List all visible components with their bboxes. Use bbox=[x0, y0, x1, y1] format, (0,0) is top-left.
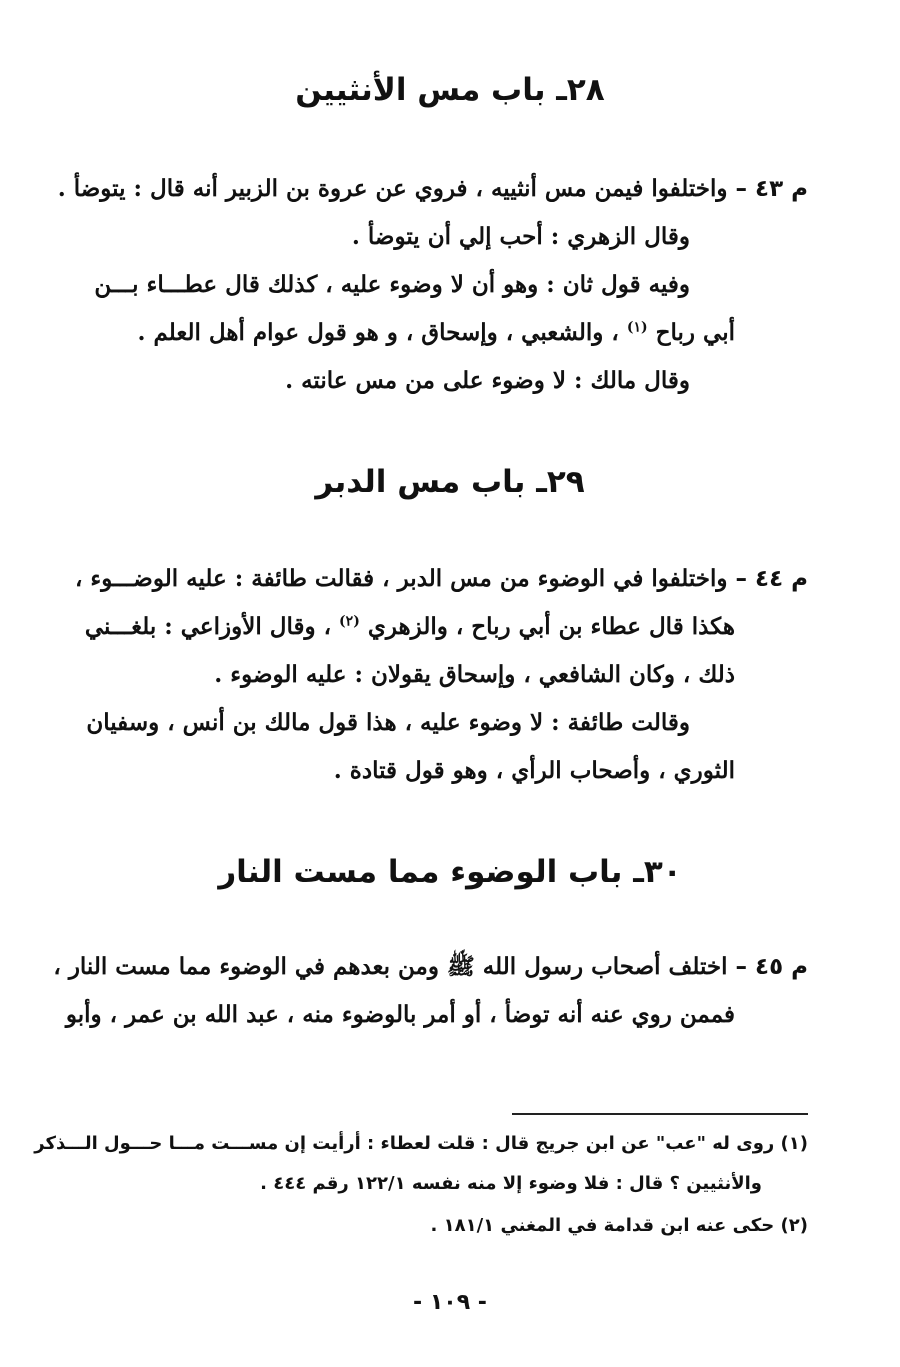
paragraph-44-text-2b: ، وقال الأوزاعي : بلغـــني bbox=[84, 613, 332, 640]
footnote-1-line-1 bbox=[34, 1130, 808, 1158]
footnote-ref-1: (١) bbox=[626, 319, 648, 336]
paragraph-44-line-4: وقالت طائفة : لا وضوء عليه ، هذا قول مالك بن أنس ، وسفيان bbox=[86, 709, 690, 736]
chapter-heading-29: ٢٩ـ باب مس الدبر bbox=[315, 464, 585, 500]
paragraph-43-line-3: وفيه قول ثان : وهو أن لا وضوء عليه ، كذلك قال عطـــاء بـــن bbox=[94, 271, 690, 298]
paragraph-44-text-1: واختلفوا في الوضوء من مس الدبر ، فقالت طائفة : عليه الوضـــوء ، bbox=[74, 565, 728, 592]
chapter-heading-30: ٣٠ـ باب الوضوء مما مست النار bbox=[218, 854, 682, 890]
footnote-2 bbox=[431, 1212, 808, 1240]
paragraph-44-text-2a: هكذا قال عطاء بن أبي رباح ، والزهري bbox=[367, 613, 735, 640]
paragraph-45-line-2: فممن روي عنه أنه توضأ ، أو أمر بالوضوء منه ، عبد الله بن عمر ، وأبو bbox=[65, 1001, 735, 1028]
issue-number-44: م ٤٤ – bbox=[735, 566, 808, 592]
paragraph-43-text-1: واختلفوا فيمن مس أنثييه ، فروي عن عروة بن الزبير أنه قال : يتوضأ . bbox=[57, 175, 728, 202]
issue-number-45: م ٤٥ – bbox=[735, 954, 808, 980]
paragraph-43-text-4a: أبي رباح bbox=[655, 319, 735, 346]
paragraph-45-line-1 bbox=[53, 950, 808, 984]
paragraph-45-text-1: اختلف أصحاب رسول الله ﷺ ومن بعدهم في الوضوء مما مست النار ، bbox=[53, 953, 728, 980]
footnote-ref-2: (٢) bbox=[339, 613, 360, 630]
page-number: - ١٠٩ - bbox=[413, 1290, 487, 1315]
paragraph-44-line-3: ذلك ، وكان الشافعي ، وإسحاق يقولان : عليه الوضوء . bbox=[214, 661, 735, 688]
footnote-2-text: حكى عنه ابن قدامة في المغني ١٨١/١ . bbox=[430, 1215, 775, 1236]
paragraph-43-line-5: وقال مالك : لا وضوء على من مس عانته . bbox=[285, 367, 690, 394]
footnote-1-number: (١) bbox=[780, 1133, 808, 1154]
footnote-1-text-1: روى له "عب" عن ابن جريج قال : قلت لعطاء : أرأيت إن مســـت مـــا حـــول الـــذكر bbox=[34, 1133, 775, 1154]
issue-number-43: م ٤٣ – bbox=[735, 176, 808, 202]
paragraph-43-line-2: وقال الزهري : أحب إلي أن يتوضأ . bbox=[351, 223, 690, 250]
paragraph-43-text-4b: ، والشعبي ، وإسحاق ، و هو قول عوام أهل العلم . bbox=[137, 319, 619, 346]
paragraph-44-line-2 bbox=[85, 610, 735, 644]
footnote-separator bbox=[512, 1113, 808, 1115]
chapter-heading-28: ٢٨ـ باب مس الأنثيين bbox=[295, 72, 605, 108]
paragraph-44-line-1 bbox=[75, 562, 808, 596]
paragraph-43-line-1 bbox=[58, 172, 808, 206]
paragraph-43-line-4 bbox=[137, 316, 735, 350]
footnote-2-number: (٢) bbox=[780, 1215, 808, 1236]
paragraph-44-line-5: الثوري ، وأصحاب الرأي ، وهو قول قتادة . bbox=[333, 757, 735, 784]
footnote-1-line-2: والأنثيين ؟ قال : فلا وضوء إلا منه نفسه ١٢٢/١ رقم ٤٤٤ . bbox=[260, 1173, 762, 1194]
